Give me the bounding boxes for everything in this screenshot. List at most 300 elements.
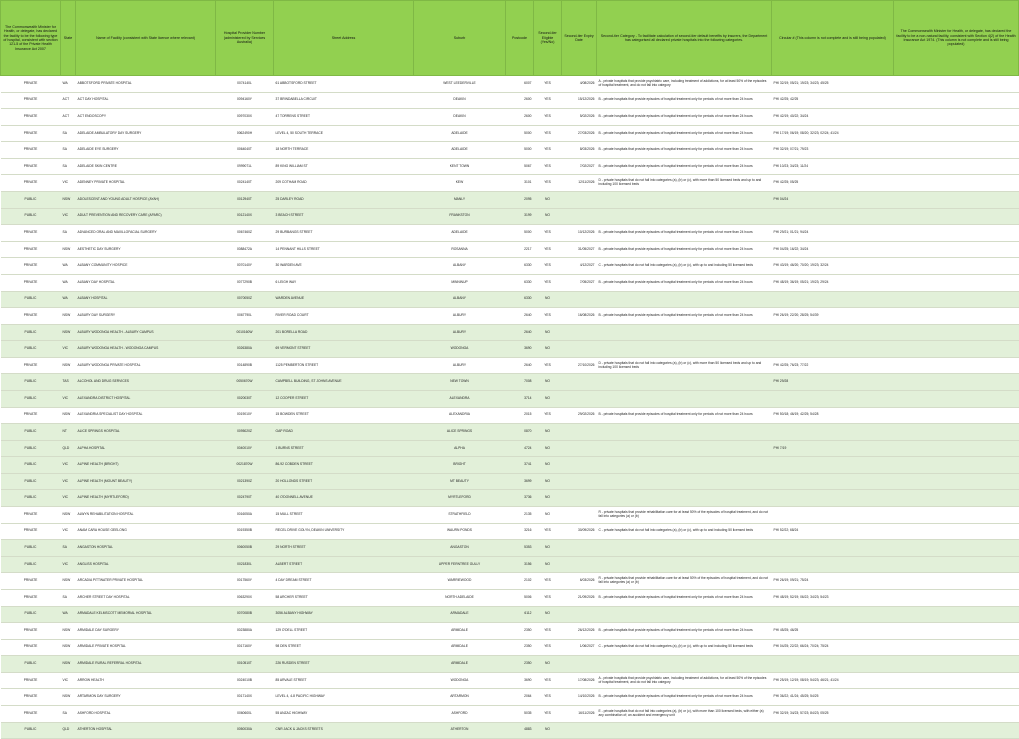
- cell-non-natural-facility[interactable]: [894, 175, 1019, 192]
- cell-street-address[interactable]: 3056 ALBANY HIGHWAY: [274, 606, 414, 623]
- cell-non-natural-facility[interactable]: [894, 274, 1019, 291]
- cell-second-tier-expiry[interactable]: 30/09/2026: [562, 523, 597, 540]
- cell-facility-name[interactable]: ALPINE HEALTH (BRIGHT): [76, 457, 216, 474]
- cell-suburb[interactable]: UPPER FERNTREE GULLY: [414, 556, 506, 573]
- cell-provider-number[interactable]: 0074140L: [216, 76, 274, 93]
- cell-state[interactable]: VIC: [61, 490, 76, 507]
- cell-postcode[interactable]: 2350: [506, 656, 534, 673]
- cell-facility-name[interactable]: ALPINE HEALTH (MOUNT BEAUTY): [76, 473, 216, 490]
- cell-circular[interactable]: [772, 606, 894, 623]
- cell-postcode[interactable]: 3690: [506, 672, 534, 689]
- cell-circular[interactable]: [772, 656, 894, 673]
- cell-postcode[interactable]: 2135: [506, 507, 534, 524]
- cell-hospital-type[interactable]: PUBLIC: [1, 291, 61, 308]
- cell-street-address[interactable]: RIVER ROAD COURT: [274, 308, 414, 325]
- cell-suburb[interactable]: ATHERTON: [414, 722, 506, 739]
- cell-second-tier-expiry[interactable]: [562, 556, 597, 573]
- cell-suburb[interactable]: ARMADALE: [414, 606, 506, 623]
- cell-provider-number[interactable]: 0024790T: [216, 490, 274, 507]
- cell-second-tier-category[interactable]: B - private hospitals that provide episodes of hospital treatment only for periods of not more than 24 hours: [597, 92, 772, 109]
- cell-second-tier-expiry[interactable]: 14/10/2026: [562, 689, 597, 706]
- cell-street-address[interactable]: CAMPBELL BUILDING, ST JOHNS AVENUE: [274, 374, 414, 391]
- header-postcode[interactable]: Postcode: [506, 1, 534, 76]
- cell-provider-number[interactable]: 0010510T: [216, 656, 274, 673]
- cell-postcode[interactable]: 2102: [506, 573, 534, 590]
- cell-provider-number[interactable]: 0019350B: [216, 523, 274, 540]
- cell-circular[interactable]: PHI 42/25; 42/25: [772, 92, 894, 109]
- cell-provider-number[interactable]: 0094160Y: [216, 92, 274, 109]
- cell-circular[interactable]: [772, 324, 894, 341]
- cell-street-address[interactable]: ALBERT STREET: [274, 556, 414, 573]
- cell-circular[interactable]: PHI 04/25; 22/22; 66/24; 70/24; 75/24: [772, 639, 894, 656]
- cell-provider-number[interactable]: 0070050Z: [216, 291, 274, 308]
- cell-state[interactable]: WA: [61, 291, 76, 308]
- cell-second-tier-eligible[interactable]: NO: [534, 324, 562, 341]
- cell-hospital-type[interactable]: PUBLIC: [1, 473, 61, 490]
- cell-provider-number[interactable]: 0024140T: [216, 175, 274, 192]
- cell-suburb[interactable]: ALEXANDRA: [414, 390, 506, 407]
- cell-state[interactable]: NSW: [61, 639, 76, 656]
- cell-second-tier-expiry[interactable]: [562, 440, 597, 457]
- cell-state[interactable]: NSW: [61, 407, 76, 424]
- cell-facility-name[interactable]: ADELAIDE AMBULATORY DAY SURGERY: [76, 125, 216, 142]
- header-second-tier-expiry[interactable]: Second-tier Expiry Date: [562, 1, 597, 76]
- cell-provider-number[interactable]: 0017560Y: [216, 573, 274, 590]
- cell-facility-name[interactable]: ALBURY DAY SURGERY: [76, 308, 216, 325]
- cell-suburb[interactable]: ALBANY: [414, 291, 506, 308]
- cell-suburb[interactable]: WAURN PONDS: [414, 523, 506, 540]
- cell-circular[interactable]: [772, 490, 894, 507]
- cell-second-tier-eligible[interactable]: YES: [534, 623, 562, 640]
- cell-postcode[interactable]: 5067: [506, 158, 534, 175]
- cell-second-tier-expiry[interactable]: 7/02/2027: [562, 158, 597, 175]
- cell-second-tier-category[interactable]: B - private hospitals that provide episodes of hospital treatment only for periods of not more than 24 hours: [597, 274, 772, 291]
- cell-second-tier-expiry[interactable]: [562, 457, 597, 474]
- cell-suburb[interactable]: ALPHA: [414, 440, 506, 457]
- cell-hospital-type[interactable]: PUBLIC: [1, 556, 61, 573]
- cell-non-natural-facility[interactable]: [894, 589, 1019, 606]
- cell-second-tier-expiry[interactable]: [562, 490, 597, 507]
- cell-circular[interactable]: [772, 507, 894, 524]
- cell-hospital-type[interactable]: PUBLIC: [1, 606, 61, 623]
- cell-second-tier-category[interactable]: B - private hospitals that provide episodes of hospital treatment only for periods of not more than 24 hours: [597, 109, 772, 126]
- cell-provider-number[interactable]: 0999071L: [216, 158, 274, 175]
- cell-second-tier-expiry[interactable]: 31/05/2027: [562, 241, 597, 258]
- cell-second-tier-eligible[interactable]: NO: [534, 291, 562, 308]
- cell-facility-name[interactable]: ADOLESCENT AND YOUNG ADULT HOSPICE (AYAH): [76, 192, 216, 209]
- cell-second-tier-eligible[interactable]: NO: [534, 390, 562, 407]
- cell-facility-name[interactable]: ADELAIDE EYE SURGERY: [76, 142, 216, 159]
- cell-second-tier-expiry[interactable]: 1/06/2027: [562, 639, 597, 656]
- cell-second-tier-expiry[interactable]: 8/03/2026: [562, 142, 597, 159]
- cell-second-tier-category[interactable]: [597, 424, 772, 441]
- cell-suburb[interactable]: NEW TOWN: [414, 374, 506, 391]
- cell-second-tier-category[interactable]: B - private hospitals that provide episodes of hospital treatment only for periods of not more than 24 hours: [597, 589, 772, 606]
- cell-second-tier-category[interactable]: B - private hospitals that provide episodes of hospital treatment only for periods of not more than 24 hours: [597, 308, 772, 325]
- cell-facility-name[interactable]: ADELAIDE SKIN CENTRE: [76, 158, 216, 175]
- cell-provider-number[interactable]: 0097030X: [216, 109, 274, 126]
- cell-circular[interactable]: PHI 52/22; 68/24: [772, 523, 894, 540]
- cell-second-tier-category[interactable]: B - private hospitals that provide episodes of hospital treatment only for periods of not more than 24 hours: [597, 623, 772, 640]
- cell-non-natural-facility[interactable]: [894, 639, 1019, 656]
- cell-second-tier-eligible[interactable]: YES: [534, 705, 562, 722]
- cell-suburb[interactable]: NORTH ADELAIDE: [414, 589, 506, 606]
- cell-postcode[interactable]: 3156: [506, 556, 534, 573]
- cell-non-natural-facility[interactable]: [894, 424, 1019, 441]
- cell-second-tier-eligible[interactable]: YES: [534, 589, 562, 606]
- cell-second-tier-eligible[interactable]: YES: [534, 125, 562, 142]
- cell-hospital-type[interactable]: PUBLIC: [1, 374, 61, 391]
- cell-non-natural-facility[interactable]: [894, 225, 1019, 242]
- cell-second-tier-expiry[interactable]: 27/03/2026: [562, 125, 597, 142]
- cell-non-natural-facility[interactable]: [894, 241, 1019, 258]
- cell-suburb[interactable]: MINNINUP: [414, 274, 506, 291]
- cell-provider-number[interactable]: 0060050B: [216, 540, 274, 557]
- cell-hospital-type[interactable]: PUBLIC: [1, 540, 61, 557]
- header-street-address[interactable]: Street Address: [274, 1, 414, 76]
- cell-facility-name[interactable]: ALBANY COMMUNITY HOSPICE: [76, 258, 216, 275]
- cell-second-tier-eligible[interactable]: NO: [534, 722, 562, 739]
- cell-circular[interactable]: PHI 32/19; 07/21; 79/23: [772, 142, 894, 159]
- cell-hospital-type[interactable]: PUBLIC: [1, 490, 61, 507]
- cell-street-address[interactable]: 47 TORRENS STREET: [274, 109, 414, 126]
- cell-state[interactable]: VIC: [61, 523, 76, 540]
- cell-street-address[interactable]: 14 PENNANT HILLS STREET: [274, 241, 414, 258]
- cell-street-address[interactable]: 1125 PEMBERTON STREET: [274, 357, 414, 374]
- cell-provider-number[interactable]: 0021390Z: [216, 473, 274, 490]
- cell-state[interactable]: ACT: [61, 92, 76, 109]
- cell-facility-name[interactable]: ALBANY HOSPITAL: [76, 291, 216, 308]
- cell-street-address[interactable]: 129 O'DELL STREET: [274, 623, 414, 640]
- cell-postcode[interactable]: 2640: [506, 357, 534, 374]
- cell-hospital-type[interactable]: PUBLIC: [1, 390, 61, 407]
- cell-hospital-type[interactable]: PUBLIC: [1, 208, 61, 225]
- cell-non-natural-facility[interactable]: [894, 208, 1019, 225]
- cell-second-tier-category[interactable]: C - private hospitals that do not fall into categories (a), (b) or (c), with up to and including 50 licensed beds: [597, 639, 772, 656]
- cell-second-tier-expiry[interactable]: 16/11/2026: [562, 705, 597, 722]
- cell-second-tier-eligible[interactable]: NO: [534, 374, 562, 391]
- cell-hospital-type[interactable]: PRIVATE: [1, 109, 61, 126]
- cell-circular[interactable]: [772, 341, 894, 358]
- cell-facility-name[interactable]: ALEXANDRIA SPECIALIST DAY HOSPITAL: [76, 407, 216, 424]
- cell-provider-number[interactable]: 0050670W: [216, 374, 274, 391]
- cell-second-tier-expiry[interactable]: [562, 291, 597, 308]
- cell-circular[interactable]: PHI 36/22; 41/24; 45/25; 54/25: [772, 689, 894, 706]
- cell-second-tier-category[interactable]: [597, 656, 772, 673]
- cell-second-tier-expiry[interactable]: [562, 341, 597, 358]
- cell-second-tier-category[interactable]: [597, 390, 772, 407]
- cell-street-address[interactable]: 4 DAY DREAM STREET: [274, 573, 414, 590]
- cell-suburb[interactable]: ROSANNA: [414, 241, 506, 258]
- cell-street-address[interactable]: 85 ARVALE STREET: [274, 672, 414, 689]
- cell-suburb[interactable]: WODONGA: [414, 672, 506, 689]
- cell-second-tier-eligible[interactable]: NO: [534, 192, 562, 209]
- cell-non-natural-facility[interactable]: [894, 473, 1019, 490]
- cell-postcode[interactable]: 5035: [506, 705, 534, 722]
- cell-hospital-type[interactable]: PUBLIC: [1, 341, 61, 358]
- cell-state[interactable]: SA: [61, 705, 76, 722]
- cell-suburb[interactable]: ANGASTON: [414, 540, 506, 557]
- cell-hospital-type[interactable]: PRIVATE: [1, 589, 61, 606]
- cell-hospital-type[interactable]: PRIVATE: [1, 507, 61, 524]
- cell-circular[interactable]: PHI 04/25; 16/22; 34/24: [772, 241, 894, 258]
- cell-provider-number[interactable]: 0067460Z: [216, 225, 274, 242]
- cell-street-address[interactable]: LEVEL 4, 4-8 PACIFIC HIGHWAY: [274, 689, 414, 706]
- cell-circular[interactable]: PHI 48/19; 36/19; 05/21; 19/23; 29/24: [772, 274, 894, 291]
- cell-facility-name[interactable]: ALWYN REHABILITATION HOSPITAL: [76, 507, 216, 524]
- cell-suburb[interactable]: STRATHFIELD: [414, 507, 506, 524]
- cell-street-address[interactable]: 15 MULL STREET: [274, 507, 414, 524]
- cell-non-natural-facility[interactable]: [894, 407, 1019, 424]
- cell-second-tier-eligible[interactable]: YES: [534, 92, 562, 109]
- cell-postcode[interactable]: 6330: [506, 258, 534, 275]
- header-hospital-type[interactable]: The Commonwealth Minister for Health, or delegate, has declared the facility to be the following type of hospital, consistent with section 121-5 of the Private Health Insurance Act 2007: [1, 1, 61, 76]
- cell-non-natural-facility[interactable]: [894, 92, 1019, 109]
- cell-postcode[interactable]: 6007: [506, 76, 534, 93]
- cell-circular[interactable]: PHI 32/19; 05/21; 19/23; 34/23; 45/25: [772, 76, 894, 93]
- cell-facility-name[interactable]: ARMIDALE RURAL REFERRAL HOSPITAL: [76, 656, 216, 673]
- cell-postcode[interactable]: 2350: [506, 623, 534, 640]
- cell-hospital-type[interactable]: PRIVATE: [1, 225, 61, 242]
- cell-hospital-type[interactable]: PRIVATE: [1, 523, 61, 540]
- cell-provider-number[interactable]: 0095020Z: [216, 424, 274, 441]
- cell-postcode[interactable]: 6112: [506, 606, 534, 623]
- cell-street-address[interactable]: 30 WARDEN AVE: [274, 258, 414, 275]
- cell-circular[interactable]: PHI 42/25; 76/23; 77/22: [772, 357, 894, 374]
- cell-non-natural-facility[interactable]: [894, 291, 1019, 308]
- cell-suburb[interactable]: WARRIEWOOD: [414, 573, 506, 590]
- cell-second-tier-eligible[interactable]: NO: [534, 540, 562, 557]
- cell-state[interactable]: SA: [61, 158, 76, 175]
- cell-hospital-type[interactable]: PRIVATE: [1, 158, 61, 175]
- cell-postcode[interactable]: 4883: [506, 722, 534, 739]
- cell-state[interactable]: SA: [61, 540, 76, 557]
- cell-second-tier-eligible[interactable]: YES: [534, 225, 562, 242]
- cell-second-tier-category[interactable]: [597, 540, 772, 557]
- cell-second-tier-expiry[interactable]: [562, 390, 597, 407]
- cell-second-tier-expiry[interactable]: 4/08/2026: [562, 76, 597, 93]
- cell-circular[interactable]: [772, 457, 894, 474]
- cell-second-tier-expiry[interactable]: [562, 507, 597, 524]
- cell-facility-name[interactable]: ADENNEY PRIVATE HOSPITAL: [76, 175, 216, 192]
- cell-state[interactable]: NSW: [61, 308, 76, 325]
- cell-hospital-type[interactable]: PRIVATE: [1, 125, 61, 142]
- cell-street-address[interactable]: 89 KING WILLIAM ST: [274, 158, 414, 175]
- cell-circular[interactable]: PHI 10/23; 34/23; 11/24: [772, 158, 894, 175]
- cell-facility-name[interactable]: ARTARMON DAY SURGERY: [76, 689, 216, 706]
- cell-hospital-type[interactable]: PRIVATE: [1, 623, 61, 640]
- cell-suburb[interactable]: ALICE SPRINGS: [414, 424, 506, 441]
- cell-postcode[interactable]: 2064: [506, 689, 534, 706]
- cell-state[interactable]: QLD: [61, 722, 76, 739]
- cell-state[interactable]: VIC: [61, 390, 76, 407]
- cell-circular[interactable]: [772, 473, 894, 490]
- cell-street-address[interactable]: 209 COTHAM ROAD: [274, 175, 414, 192]
- cell-street-address[interactable]: 201 BORELLA ROAD: [274, 324, 414, 341]
- cell-non-natural-facility[interactable]: [894, 672, 1019, 689]
- cell-second-tier-eligible[interactable]: NO: [534, 208, 562, 225]
- cell-suburb[interactable]: DEAKIN: [414, 109, 506, 126]
- cell-state[interactable]: NSW: [61, 241, 76, 258]
- cell-circular[interactable]: [772, 556, 894, 573]
- cell-non-natural-facility[interactable]: [894, 142, 1019, 159]
- cell-suburb[interactable]: ARMIDALE: [414, 623, 506, 640]
- cell-non-natural-facility[interactable]: [894, 705, 1019, 722]
- cell-facility-name[interactable]: ADVANCED ORAL AND MAXILLOFACIAL SURGERY: [76, 225, 216, 242]
- cell-provider-number[interactable]: 0067790L: [216, 308, 274, 325]
- cell-non-natural-facility[interactable]: [894, 158, 1019, 175]
- cell-facility-name[interactable]: ANAM CARA HOUSE GEELONG: [76, 523, 216, 540]
- cell-state[interactable]: NSW: [61, 192, 76, 209]
- cell-non-natural-facility[interactable]: [894, 556, 1019, 573]
- cell-street-address[interactable]: WARDEN AVENUE: [274, 291, 414, 308]
- cell-facility-name[interactable]: ALCOHOL AND DRUG SERVICES: [76, 374, 216, 391]
- cell-provider-number[interactable]: 0077290B: [216, 274, 274, 291]
- cell-second-tier-expiry[interactable]: [562, 473, 597, 490]
- cell-non-natural-facility[interactable]: [894, 374, 1019, 391]
- cell-street-address[interactable]: 1 BURNS STREET: [274, 440, 414, 457]
- cell-state[interactable]: NSW: [61, 507, 76, 524]
- cell-state[interactable]: NSW: [61, 573, 76, 590]
- cell-provider-number[interactable]: 0010160W: [216, 324, 274, 341]
- cell-postcode[interactable]: 2640: [506, 324, 534, 341]
- cell-second-tier-eligible[interactable]: NO: [534, 473, 562, 490]
- cell-postcode[interactable]: 6330: [506, 291, 534, 308]
- cell-state[interactable]: VIC: [61, 208, 76, 225]
- cell-state[interactable]: WA: [61, 606, 76, 623]
- cell-provider-number[interactable]: 0024010B: [216, 672, 274, 689]
- cell-provider-number[interactable]: 0070140Y: [216, 258, 274, 275]
- cell-hospital-type[interactable]: PRIVATE: [1, 175, 61, 192]
- cell-second-tier-category[interactable]: D - private hospitals that do not fall into categories (a), (b) or (c), with more than 50 licensed beds and up to and including 100 licensed beds: [597, 357, 772, 374]
- header-provider-number[interactable]: Hospital Provider Number (administered by Services Australia): [216, 1, 274, 76]
- header-state[interactable]: State: [61, 1, 76, 76]
- cell-street-address[interactable]: 20 HOLLONDS STREET: [274, 473, 414, 490]
- cell-second-tier-eligible[interactable]: YES: [534, 175, 562, 192]
- cell-non-natural-facility[interactable]: [894, 109, 1019, 126]
- cell-postcode[interactable]: 0870: [506, 424, 534, 441]
- cell-second-tier-eligible[interactable]: NO: [534, 490, 562, 507]
- cell-state[interactable]: NSW: [61, 357, 76, 374]
- cell-facility-name[interactable]: ALPINE HEALTH (MYRTLEFORD): [76, 490, 216, 507]
- cell-second-tier-category[interactable]: B - private hospitals that provide episodes of hospital treatment only for periods of not more than 24 hours: [597, 225, 772, 242]
- cell-street-address[interactable]: 98 DEN STREET: [274, 639, 414, 656]
- cell-suburb[interactable]: DEAKIN: [414, 92, 506, 109]
- cell-hospital-type[interactable]: PRIVATE: [1, 705, 61, 722]
- cell-non-natural-facility[interactable]: [894, 540, 1019, 557]
- cell-provider-number[interactable]: 0064040T: [216, 142, 274, 159]
- cell-facility-name[interactable]: AESTHETIC DAY SURGERY: [76, 241, 216, 258]
- cell-second-tier-expiry[interactable]: 5/02/2026: [562, 109, 597, 126]
- cell-non-natural-facility[interactable]: [894, 341, 1019, 358]
- cell-state[interactable]: NT: [61, 424, 76, 441]
- cell-second-tier-eligible[interactable]: NO: [534, 424, 562, 441]
- cell-second-tier-category[interactable]: B - private hospitals that provide episodes of hospital treatment only for periods of not more than 24 hours: [597, 125, 772, 142]
- cell-second-tier-category[interactable]: [597, 192, 772, 209]
- cell-circular[interactable]: PHI 45/25; 46/25: [772, 623, 894, 640]
- cell-street-address[interactable]: 55 ANZAC HIGHWAY: [274, 705, 414, 722]
- cell-facility-name[interactable]: ABBOTSFORD PRIVATE HOSPITAL: [76, 76, 216, 93]
- cell-suburb[interactable]: ALBURY: [414, 308, 506, 325]
- cell-second-tier-expiry[interactable]: [562, 722, 597, 739]
- cell-second-tier-eligible[interactable]: YES: [534, 158, 562, 175]
- cell-circular[interactable]: PHI 42/19; 40/22; 34/24: [772, 109, 894, 126]
- cell-circular[interactable]: [772, 390, 894, 407]
- cell-suburb[interactable]: WODONGA: [414, 341, 506, 358]
- cell-second-tier-expiry[interactable]: [562, 208, 597, 225]
- cell-postcode[interactable]: 4724: [506, 440, 534, 457]
- cell-second-tier-expiry[interactable]: [562, 606, 597, 623]
- cell-hospital-type[interactable]: PRIVATE: [1, 357, 61, 374]
- cell-second-tier-category[interactable]: R - private hospitals that provide rehabilitation care for at least 50% of the episodes of hospital treatment, and do not fall into categories (a) or (b): [597, 507, 772, 524]
- cell-second-tier-expiry[interactable]: 26/12/2026: [562, 623, 597, 640]
- cell-street-address[interactable]: 15 BOWDEN STREET: [274, 407, 414, 424]
- cell-postcode[interactable]: 6330: [506, 274, 534, 291]
- cell-second-tier-category[interactable]: D - private hospitals that do not fall into categories (a), (b) or (c), with more than 50 licensed beds and up to and including 100 licensed beds: [597, 175, 772, 192]
- cell-street-address[interactable]: 69 VERMONT STREET: [274, 341, 414, 358]
- cell-suburb[interactable]: MT BEAUTY: [414, 473, 506, 490]
- cell-second-tier-eligible[interactable]: YES: [534, 308, 562, 325]
- cell-state[interactable]: VIC: [61, 473, 76, 490]
- cell-hospital-type[interactable]: PRIVATE: [1, 241, 61, 258]
- cell-second-tier-expiry[interactable]: 4/12/2027: [562, 258, 597, 275]
- cell-state[interactable]: NSW: [61, 623, 76, 640]
- cell-non-natural-facility[interactable]: [894, 76, 1019, 93]
- cell-facility-name[interactable]: ARROW HEALTH: [76, 672, 216, 689]
- cell-circular[interactable]: PHI 50/18; 46/19; 42/25; 54/28: [772, 407, 894, 424]
- cell-second-tier-category[interactable]: [597, 490, 772, 507]
- cell-second-tier-category[interactable]: C - private hospitals that do not fall into categories (a), (b) or (c), with up to and including 50 licensed beds: [597, 523, 772, 540]
- cell-street-address[interactable]: 18 NORTH TERRACE: [274, 142, 414, 159]
- cell-non-natural-facility[interactable]: [894, 357, 1019, 374]
- cell-second-tier-expiry[interactable]: 6/03/2026: [562, 573, 597, 590]
- cell-second-tier-category[interactable]: B - private hospitals that provide episodes of hospital treatment only for periods of not more than 24 hours: [597, 142, 772, 159]
- cell-second-tier-eligible[interactable]: YES: [534, 407, 562, 424]
- cell-non-natural-facility[interactable]: [894, 656, 1019, 673]
- cell-second-tier-category[interactable]: [597, 324, 772, 341]
- cell-suburb[interactable]: ARMIDALE: [414, 639, 506, 656]
- cell-state[interactable]: VIC: [61, 556, 76, 573]
- cell-circular[interactable]: PHI 26/19; 09/21; 75/24: [772, 573, 894, 590]
- cell-postcode[interactable]: 3714: [506, 390, 534, 407]
- cell-street-address[interactable]: 58 ARCHER STREET: [274, 589, 414, 606]
- cell-postcode[interactable]: 5000: [506, 142, 534, 159]
- cell-second-tier-expiry[interactable]: 29/02/2026: [562, 407, 597, 424]
- cell-state[interactable]: WA: [61, 274, 76, 291]
- cell-street-address[interactable]: LEVEL 4, 50 SOUTH TERRACE: [274, 125, 414, 142]
- cell-suburb[interactable]: ARTARMON: [414, 689, 506, 706]
- cell-state[interactable]: VIC: [61, 457, 76, 474]
- cell-second-tier-expiry[interactable]: [562, 192, 597, 209]
- cell-suburb[interactable]: ADELAIDE: [414, 125, 506, 142]
- cell-second-tier-category[interactable]: C - private hospitals that do not fall into categories (a), (b) or (c), with up to and including 50 licensed beds: [597, 258, 772, 275]
- cell-second-tier-category[interactable]: B - private hospitals that provide episodes of hospital treatment only for periods of not more than 24 hours: [597, 158, 772, 175]
- header-second-tier-eligible[interactable]: Second-tier Eligible (Yes/No): [534, 1, 562, 76]
- cell-second-tier-category[interactable]: [597, 556, 772, 573]
- cell-postcode[interactable]: 3741: [506, 457, 534, 474]
- cell-second-tier-eligible[interactable]: YES: [534, 274, 562, 291]
- header-second-tier-category[interactable]: Second-tier Category - To facilitate calculation of second-tier default benefits by insurers, the Department has categorised all declared private hospitals into the following categories.: [597, 1, 772, 76]
- cell-facility-name[interactable]: ALBANY DAY HOSPITAL: [76, 274, 216, 291]
- cell-postcode[interactable]: 5000: [506, 225, 534, 242]
- cell-circular[interactable]: PHI 42/25; 05/25: [772, 175, 894, 192]
- cell-second-tier-eligible[interactable]: NO: [534, 606, 562, 623]
- cell-second-tier-category[interactable]: B - private hospitals that provide episodes of hospital treatment only for periods of not more than 24 hours: [597, 241, 772, 258]
- cell-second-tier-eligible[interactable]: YES: [534, 241, 562, 258]
- cell-second-tier-expiry[interactable]: [562, 540, 597, 557]
- cell-provider-number[interactable]: 0017160Y: [216, 639, 274, 656]
- cell-circular[interactable]: PHI 7/19: [772, 440, 894, 457]
